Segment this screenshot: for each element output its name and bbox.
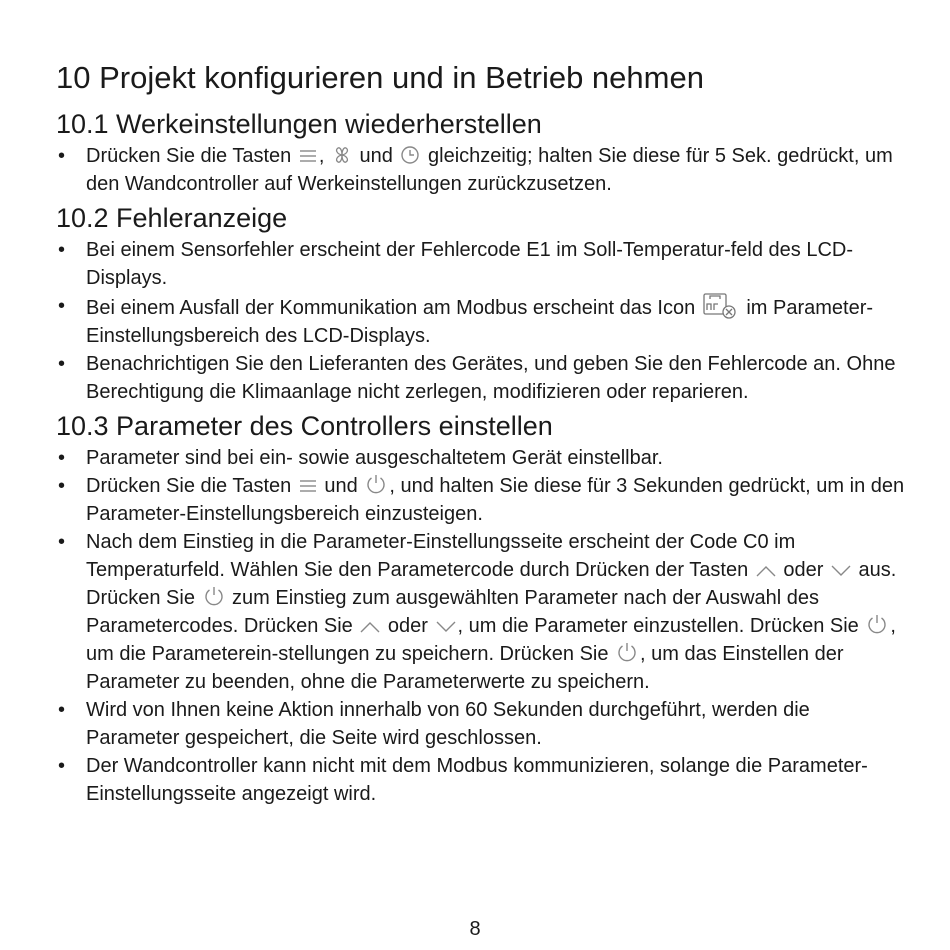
list-item: • Parameter sind bei ein- sowie ausgeschaltetem Gerät einstellbar. bbox=[56, 444, 906, 472]
page-number: 8 bbox=[469, 918, 481, 940]
parameters-list bbox=[56, 444, 906, 808]
manual-page bbox=[56, 58, 906, 808]
power-icon bbox=[202, 585, 226, 607]
list-item: • Drücken Sie die Tasten , und gleichzeitig; halten Sie diese für 5 Sek. gedrückt, um den Wandcontroller auf Werkeinstellungen zurückzusetzen. bbox=[56, 142, 906, 198]
list-item: • Der Wandcontroller kann nicht mit dem Modbus kommunizieren, solange die Parameter-Einstellungsseite angezeigt wird. bbox=[56, 752, 906, 808]
down-arrow-icon bbox=[435, 619, 457, 635]
section-title-factory-reset: 10.1 Werkeinstellungen wiederherstellen bbox=[56, 109, 542, 139]
section-title-error-display: 10.2 Fehleranzeige bbox=[56, 203, 288, 233]
menu-icon bbox=[298, 477, 318, 495]
list-item: • Wird von Ihnen keine Aktion innerhalb von 60 Sekunden durchgeführt, werden die Parameter gespeichert, die Seite wird geschlossen. bbox=[56, 696, 906, 752]
factory-reset-list bbox=[56, 142, 906, 198]
list-item: • Benachrichtigen Sie den Lieferanten des Gerätes, und geben Sie den Fehlercode an. Ohne Berechtigung die Klimaanlage nicht zerlegen, modifizieren oder reparieren. bbox=[56, 350, 906, 406]
power-icon bbox=[364, 473, 388, 495]
clock-icon bbox=[399, 145, 421, 165]
power-icon bbox=[615, 641, 639, 663]
chapter-title: 10 Projekt konfigurieren und in Betrieb nehmen bbox=[56, 60, 704, 95]
list-item: • Bei einem Sensorfehler erscheint der Fehlercode E1 im Soll-Temperatur-feld des LCD-Displays. bbox=[56, 236, 906, 292]
list-item: • Nach dem Einstieg in die Parameter-Einstellungsseite erscheint der Code C0 im Temperaturfeld. Wählen Sie den Parametercode durch Drücken der Tasten oder aus. Drücken Sie zum Einstieg zum ausgewählten Parameter nach der Auswahl des Parametercodes. Drücken Sie oder , um die Parameter einzustellen. Drücken Sie , um die Parameterein-stellungen zu speichern. Drücken Sie , um das Einstellen der Parameter zu beenden, ohne die Parameterwerte zu speichern. bbox=[56, 528, 906, 696]
section-title-parameters: 10.3 Parameter des Controllers einstellen bbox=[56, 411, 553, 441]
error-display-list bbox=[56, 236, 906, 406]
modbus-error-icon bbox=[702, 292, 740, 320]
fan-icon bbox=[331, 145, 353, 165]
list-item: • Drücken Sie die Tasten und , und halten Sie diese für 3 Sekunden gedrückt, um in den Parameter-Einstellungsbereich einzusteigen. bbox=[56, 472, 906, 528]
down-arrow-icon bbox=[830, 563, 852, 579]
power-icon bbox=[865, 613, 889, 635]
up-arrow-icon bbox=[755, 563, 777, 579]
up-arrow-icon bbox=[359, 619, 381, 635]
list-item: • Bei einem Ausfall der Kommunikation am Modbus erscheint das Icon im Parameter-Einstellungsbereich des LCD-Displays. bbox=[56, 292, 906, 350]
menu-icon bbox=[298, 147, 318, 165]
